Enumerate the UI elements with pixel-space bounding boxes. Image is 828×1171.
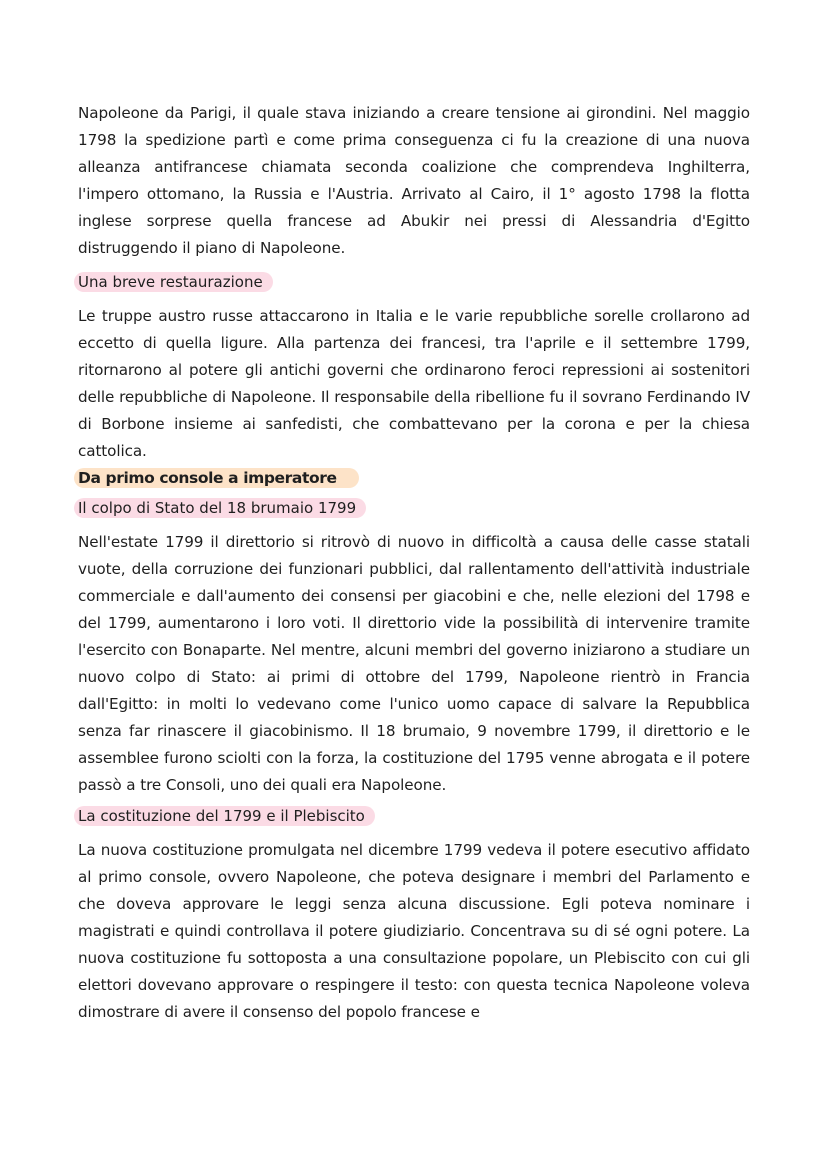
- subheading-restaurazione: [78, 269, 750, 295]
- paragraph-restaurazione: Le truppe austro russe attaccarono in Italia e le varie repubbliche sorelle crollarono ad eccetto di quella ligure. Alla partenza dei francesi, tra l'aprile e il settembre 1799, ritornarono al potere gli antichi governi che ordinarono feroci repressioni ai sostenitori delle repubbliche di Napoleone. Il responsabile della ribellione fu il sovrano Ferdinando IV di Borbone insieme ai sanfedisti, che combattevano per la corona e per la chiesa cattolica.: [78, 307, 750, 460]
- subheading-colpo-di-stato-text: Il colpo di Stato del 18 brumaio 1799: [74, 498, 366, 518]
- document-page: [78, 100, 750, 1026]
- subheading-costituzione: [78, 803, 750, 829]
- subheading-colpo-di-stato: [78, 495, 750, 521]
- paragraph-intro: Napoleone da Parigi, il quale stava iniziando a creare tensione ai girondini. Nel maggio 1798 la spedizione partì e come prima conseguenza ci fu la creazione di una nuova alleanza antifrancese chiamata seconda coalizione che comprendeva Inghilterra, l'impero ottomano, la Russia e l'Austria. Arrivato al Cairo, il 1° agosto 1798 la flotta inglese sorprese quella francese ad Abukir nei pressi di Alessandria d'Egitto distruggendo il piano di Napoleone.: [78, 104, 750, 257]
- paragraph-costituzione: La nuova costituzione promulgata nel dicembre 1799 vedeva il potere esecutivo affidato al primo console, ovvero Napoleone, che poteva designare i membri del Parlamento e che doveva approvare le leggi senza alcuna discussione. Egli poteva nominare i magistrati e quindi controllava il potere giudiziario. Concentrava su di sé ogni potere. La nuova costituzione fu sottoposta a una consultazione popolare, un Plebiscito con cui gli elettori dovevano approvare o respingere il testo: con questa tecnica Napoleone voleva dimostrare di avere il consenso del popolo francese e: [78, 841, 750, 1021]
- subheading-restaurazione-text: Una breve restaurazione: [74, 272, 273, 292]
- section-title: [78, 465, 750, 491]
- section-title-text: Da primo console a imperatore: [74, 468, 359, 488]
- subheading-costituzione-text: La costituzione del 1799 e il Plebiscito: [74, 806, 375, 826]
- paragraph-colpo-di-stato: Nell'estate 1799 il direttorio si ritrovò di nuovo in difficoltà a causa delle casse statali vuote, della corruzione dei funzionari pubblici, dal rallentamento dell'attività industriale commerciale e dall'aumento dei consensi per giacobini e che, nelle elezioni del 1798 e del 1799, aumentarono i loro voti. Il direttorio vide la possibilità di intervenire tramite l'esercito con Bonaparte. Nel mentre, alcuni membri del governo iniziarono a studiare un nuovo colpo di Stato: ai primi di ottobre del 1799, Napoleone rientrò in Francia dall'Egitto: in molti lo vedevano come l'unico uomo capace di salvare la Repubblica senza far rinascere il giacobinismo. Il 18 brumaio, 9 novembre 1799, il direttorio e le assemblee furono sciolti con la forza, la costituzione del 1795 venne abrogata e il potere passò a tre Consoli, uno dei quali era Napoleone.: [78, 533, 750, 794]
